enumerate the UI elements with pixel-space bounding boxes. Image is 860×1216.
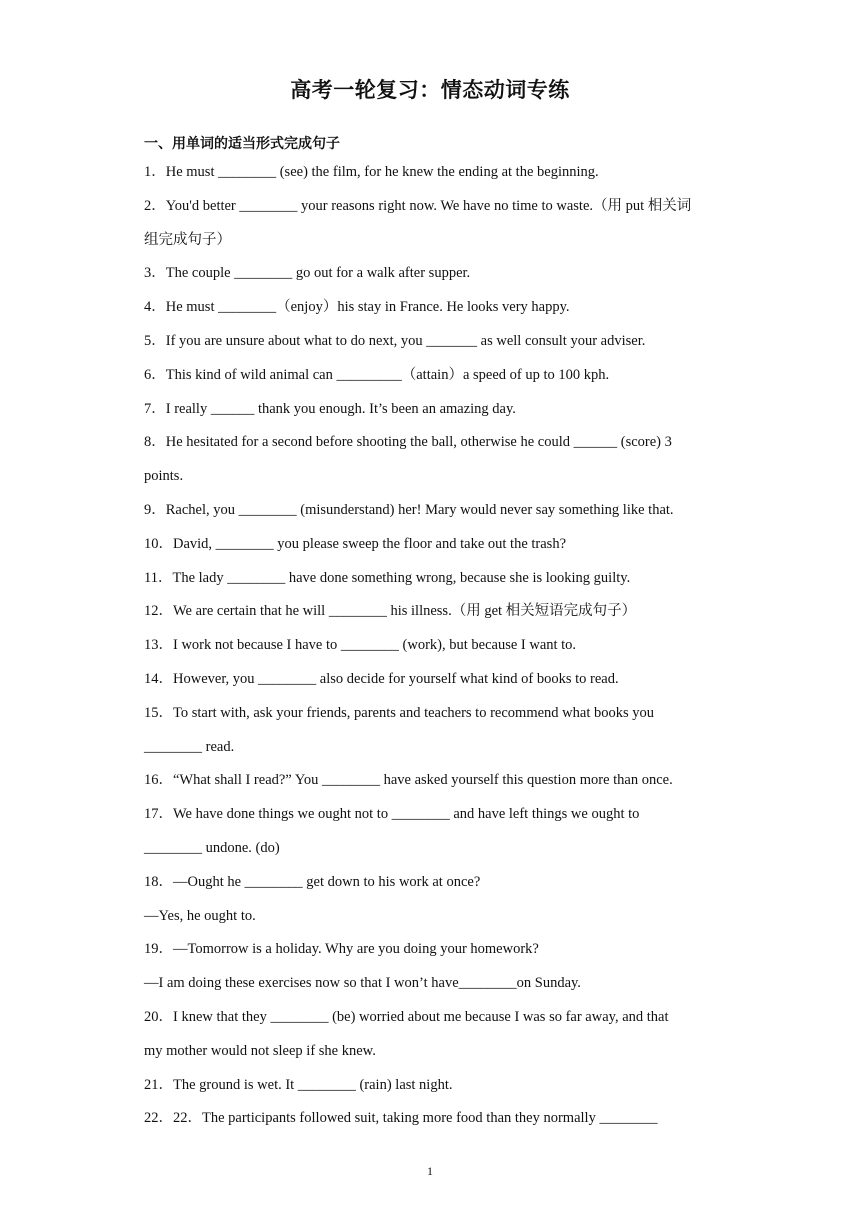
exercise-line: 1．He must ________ (see) the film, for he knew the ending at the beginning.: [144, 164, 599, 180]
exercise-line: 17．We have done things we ought not to ________ and have left things we ought to: [144, 806, 640, 823]
exercise-line: points.: [144, 468, 184, 485]
exercise-line: 13．I work not because I have to ________ (work), but because I want to.: [144, 637, 577, 654]
exercise-line: 6．This kind of wild animal can _________（attain）a speed of up to 100 kph.: [144, 366, 610, 383]
exercise-line: 组完成句子）: [144, 231, 231, 248]
page-number: 1: [427, 1164, 433, 1178]
section-heading: 一、用单词的适当形式完成句子: [144, 136, 340, 152]
exercise-line: 10．David, ________ you please sweep the floor and take out the trash?: [144, 535, 567, 552]
exercise-line: 7．I really ______ thank you enough. It’s been an amazing day.: [144, 400, 516, 417]
exercise-line: 14．However, you ________ also decide for yourself what kind of books to read.: [144, 670, 619, 687]
exercise-line: 2．You'd better ________ your reasons right now. We have no time to waste.（用 put 相关词: [144, 197, 692, 214]
exercise-line: 5．If you are unsure about what to do next, you _______ as well consult your adviser.: [144, 332, 646, 349]
exercise-line: ________ undone. (do): [144, 839, 280, 856]
exercise-line: my mother would not sleep if she knew.: [144, 1042, 376, 1059]
exercise-line: 16．“What shall I read?” You ________ have asked yourself this question more than once.: [144, 772, 673, 789]
exercise-line: 15．To start with, ask your friends, parents and teachers to recommend what books you: [144, 704, 654, 721]
exercise-line: 3．The couple ________ go out for a walk after supper.: [144, 265, 471, 282]
exercise-line: 12．We are certain that he will ________ his illness.（用 get 相关短语完成句子）: [144, 603, 637, 620]
exercise-list: [144, 159, 724, 1139]
exercise-line: 19．—Tomorrow is a holiday. Why are you doing your homework?: [144, 941, 539, 958]
exercise-line: 8．He hesitated for a second before shooting the ball, otherwise he could ______ (score) 3: [144, 434, 672, 451]
exercise-line: 18．—Ought he ________ get down to his work at once?: [144, 873, 481, 890]
exercise-line: —Yes, he ought to.: [144, 907, 256, 924]
exercise-line: 22．22．The participants followed suit, taking more food than they normally ________: [144, 1110, 658, 1127]
exercise-line: 9．Rachel, you ________ (misunderstand) her! Mary would never say something like that.: [144, 501, 674, 518]
exercise-line: 11．The lady ________ have done something wrong, because she is looking guilty.: [144, 569, 631, 586]
exercise-line: 4．He must ________（enjoy）his stay in France. He looks very happy.: [144, 299, 570, 316]
exercise-line: ________ read.: [144, 738, 235, 755]
exercise-line: 21．The ground is wet. It ________ (rain) last night.: [144, 1076, 453, 1093]
page-title: 高考一轮复习：情态动词专练: [290, 78, 570, 102]
exercise-line: 20．I knew that they ________ (be) worried about me because I was so far away, and that: [144, 1008, 669, 1025]
exercise-line: —I am doing these exercises now so that I won’t have________on Sunday.: [144, 975, 581, 992]
